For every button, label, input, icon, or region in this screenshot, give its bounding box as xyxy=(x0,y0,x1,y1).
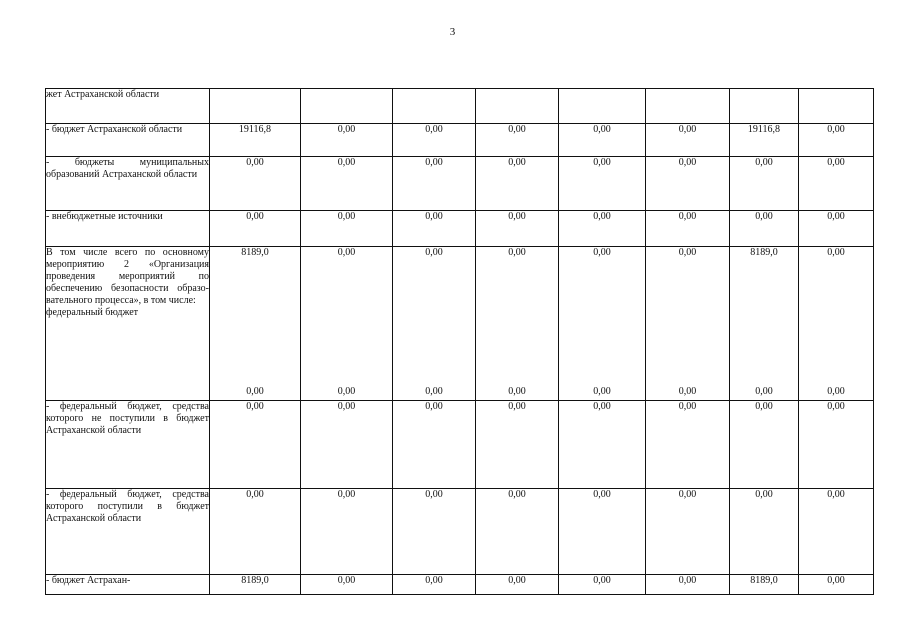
value-cell: 0,00 xyxy=(559,489,646,575)
value-cell: 0,00 xyxy=(476,401,559,489)
value-cell: 0,00 xyxy=(730,157,799,211)
value-cell: 0,00 xyxy=(730,211,799,247)
value-total: 0,00 xyxy=(508,247,526,258)
row-label: - бюджеты муниципальных образований Астраханской области xyxy=(46,157,210,211)
value-cell: 0,00 xyxy=(559,124,646,157)
row-label: жет Астраханской области xyxy=(46,89,210,124)
value-cell: 0,00 xyxy=(646,211,730,247)
value-total: 0,00 xyxy=(337,247,356,258)
table-row xyxy=(46,575,874,595)
value-cell: 8189,0 xyxy=(210,575,301,595)
value-cell: 0,00 xyxy=(476,211,559,247)
value-total: 0,00 xyxy=(678,247,697,258)
value-cell: 0,00 xyxy=(476,489,559,575)
value-federal: 0,00 xyxy=(508,386,526,397)
value-cell: 0,00 xyxy=(646,401,730,489)
value-cell xyxy=(730,89,799,124)
value-cell: 0,00 xyxy=(799,157,874,211)
value-cell xyxy=(799,247,874,401)
row-label: - федеральный бюджет, средства которого не поступили в бюджет Астраханской области xyxy=(46,401,210,489)
value-cell: 0,00 xyxy=(799,211,874,247)
row-label: - федеральный бюджет, средства которого поступили в бюджет Астраханской области xyxy=(46,489,210,575)
value-cell: 0,00 xyxy=(393,124,476,157)
value-total: 0,00 xyxy=(593,247,611,258)
value-cell xyxy=(476,89,559,124)
value-federal: 0,00 xyxy=(337,386,356,397)
table-row xyxy=(46,89,874,124)
value-cell xyxy=(559,89,646,124)
budget-table xyxy=(45,88,874,595)
value-federal: 0,00 xyxy=(827,386,845,397)
value-total: 8189,0 xyxy=(750,247,778,258)
value-cell xyxy=(301,247,393,401)
value-cell: 0,00 xyxy=(301,157,393,211)
value-cell: 0,00 xyxy=(210,401,301,489)
table-row xyxy=(46,401,874,489)
value-cell: 0,00 xyxy=(559,575,646,595)
value-cell: 0,00 xyxy=(393,401,476,489)
value-cell: 0,00 xyxy=(301,211,393,247)
value-federal: 0,00 xyxy=(755,386,773,397)
table-row xyxy=(46,211,874,247)
value-cell: 0,00 xyxy=(301,401,393,489)
value-cell: 0,00 xyxy=(301,124,393,157)
value-cell: 0,00 xyxy=(799,124,874,157)
value-cell: 0,00 xyxy=(646,124,730,157)
value-cell: 0,00 xyxy=(646,575,730,595)
value-federal: 0,00 xyxy=(246,386,264,397)
value-federal: 0,00 xyxy=(425,386,443,397)
value-cell: 0,00 xyxy=(476,124,559,157)
value-cell xyxy=(476,247,559,401)
value-cell: 19116,8 xyxy=(210,124,301,157)
row-label: - бюджет Астраханской области xyxy=(46,124,210,157)
table-row xyxy=(46,247,874,401)
value-cell: 0,00 xyxy=(393,575,476,595)
value-cell: 0,00 xyxy=(646,157,730,211)
value-total: 0,00 xyxy=(827,247,845,258)
value-total: 8189,0 xyxy=(241,247,269,258)
page-number: 3 xyxy=(449,26,456,38)
value-cell: 0,00 xyxy=(210,489,301,575)
value-cell xyxy=(799,89,874,124)
value-cell: 0,00 xyxy=(301,575,393,595)
value-cell xyxy=(646,247,730,401)
value-cell: 0,00 xyxy=(393,157,476,211)
value-cell: 0,00 xyxy=(210,211,301,247)
value-cell: 0,00 xyxy=(799,575,874,595)
value-cell: 0,00 xyxy=(559,401,646,489)
value-cell: 0,00 xyxy=(301,489,393,575)
value-total: 0,00 xyxy=(425,247,443,258)
value-cell: 0,00 xyxy=(559,157,646,211)
value-cell: 0,00 xyxy=(559,211,646,247)
value-federal: 0,00 xyxy=(678,386,697,397)
value-cell: 0,00 xyxy=(210,157,301,211)
value-cell: 0,00 xyxy=(476,575,559,595)
value-cell xyxy=(301,89,393,124)
value-cell: 0,00 xyxy=(730,489,799,575)
value-cell: 0,00 xyxy=(393,211,476,247)
value-cell xyxy=(393,89,476,124)
row-label-main: В том числе всего по основному мероприятию 2 «Организация проведения мероприятий по обеспечению безопасности образовательного процесса», в том числе: xyxy=(46,247,209,306)
value-cell xyxy=(730,247,799,401)
value-cell: 8189,0 xyxy=(730,575,799,595)
value-cell xyxy=(210,247,301,401)
value-cell: 0,00 xyxy=(799,489,874,575)
value-cell: 0,00 xyxy=(730,401,799,489)
value-cell xyxy=(559,247,646,401)
row-label: - внебюджетные источники xyxy=(46,211,210,247)
row-sublabel: федеральный бюджет xyxy=(46,307,139,318)
value-cell: 0,00 xyxy=(393,489,476,575)
table-row xyxy=(46,489,874,575)
value-cell: 0,00 xyxy=(476,157,559,211)
row-label xyxy=(46,247,210,401)
value-cell: 0,00 xyxy=(646,489,730,575)
value-cell xyxy=(646,89,730,124)
table-row xyxy=(46,157,874,211)
value-cell: 0,00 xyxy=(799,401,874,489)
value-federal: 0,00 xyxy=(593,386,611,397)
row-label: - бюджет Астрахан- xyxy=(46,575,210,595)
table-row xyxy=(46,124,874,157)
value-cell xyxy=(393,247,476,401)
value-cell xyxy=(210,89,301,124)
value-cell: 19116,8 xyxy=(730,124,799,157)
